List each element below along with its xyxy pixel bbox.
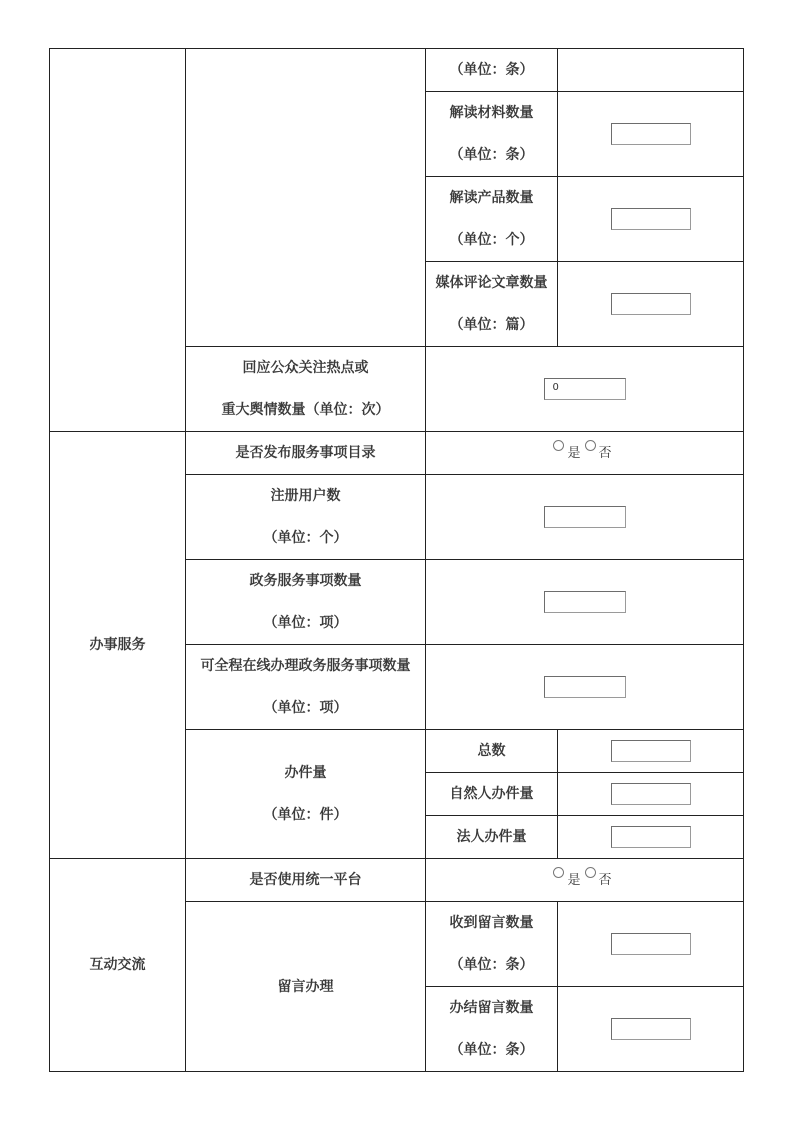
unified-platform-cell bbox=[426, 859, 744, 902]
service-items-label: 政务服务事项数量 （单位：项） bbox=[186, 560, 426, 645]
resolved-messages-label: 办结留言数量 （单位：条） bbox=[426, 987, 558, 1072]
hotspot-response-label: 回应公众关注热点或 重大舆情数量（单位：次） bbox=[186, 347, 426, 432]
online-items-cell bbox=[426, 645, 744, 730]
platform-yes-radio[interactable] bbox=[553, 867, 564, 878]
cases-total-cell bbox=[558, 730, 744, 773]
reading-products-cell bbox=[558, 177, 744, 262]
natural-person-cases-label: 自然人办件量 bbox=[426, 773, 558, 816]
cases-label: 办件量 （单位：件） bbox=[186, 730, 426, 859]
online-items-label: 可全程在线办理政务服务事项数量 （单位：项） bbox=[186, 645, 426, 730]
interact-section-label: 互动交流 bbox=[50, 859, 186, 1072]
received-messages-label: 收到留言数量 （单位：条） bbox=[426, 902, 558, 987]
registered-users-cell bbox=[426, 475, 744, 560]
legal-person-cases-cell bbox=[558, 816, 744, 859]
resolved-messages-cell bbox=[558, 987, 744, 1072]
publish-yes-radio[interactable] bbox=[553, 440, 564, 451]
category-cell-continued bbox=[186, 49, 426, 347]
service-items-cell bbox=[426, 560, 744, 645]
empty-value-cell bbox=[558, 49, 744, 92]
reading-products-input[interactable] bbox=[611, 208, 691, 230]
media-articles-label: 媒体评论文章数量 （单位：篇） bbox=[426, 262, 558, 347]
media-articles-cell bbox=[558, 262, 744, 347]
media-articles-input[interactable] bbox=[611, 293, 691, 315]
radio-no-label: 否 bbox=[598, 446, 612, 461]
legal-person-cases-label: 法人办件量 bbox=[426, 816, 558, 859]
received-messages-cell bbox=[558, 902, 744, 987]
publish-catalog-label: 是否发布服务事项目录 bbox=[186, 432, 426, 475]
cases-total-label: 总数 bbox=[426, 730, 558, 773]
received-messages-input[interactable] bbox=[611, 933, 691, 955]
natural-person-cases-cell bbox=[558, 773, 744, 816]
hotspot-response-cell bbox=[426, 347, 744, 432]
radio-yes-label: 是 bbox=[567, 873, 581, 888]
reading-products-label: 解读产品数量 （单位：个） bbox=[426, 177, 558, 262]
registered-users-input[interactable] bbox=[544, 506, 626, 528]
legal-person-cases-input[interactable] bbox=[611, 826, 691, 848]
unified-platform-label: 是否使用统一平台 bbox=[186, 859, 426, 902]
reading-materials-cell bbox=[558, 92, 744, 177]
publish-no-radio[interactable] bbox=[585, 440, 596, 451]
platform-no-radio[interactable] bbox=[585, 867, 596, 878]
service-section-label: 办事服务 bbox=[50, 432, 186, 859]
reading-materials-input[interactable] bbox=[611, 123, 691, 145]
statistics-table bbox=[49, 48, 744, 1072]
unit-label: （单位：条） bbox=[426, 49, 558, 92]
resolved-messages-input[interactable] bbox=[611, 1018, 691, 1040]
hotspot-response-input[interactable]: 0 bbox=[544, 378, 626, 400]
registered-users-label: 注册用户数 （单位：个） bbox=[186, 475, 426, 560]
online-items-input[interactable] bbox=[544, 676, 626, 698]
radio-yes-label: 是 bbox=[567, 446, 581, 461]
section-cell-continued bbox=[50, 49, 186, 432]
service-items-input[interactable] bbox=[544, 591, 626, 613]
radio-no-label: 否 bbox=[598, 873, 612, 888]
cases-total-input[interactable] bbox=[611, 740, 691, 762]
message-handling-label: 留言办理 bbox=[186, 902, 426, 1072]
natural-person-cases-input[interactable] bbox=[611, 783, 691, 805]
reading-materials-label: 解读材料数量 （单位：条） bbox=[426, 92, 558, 177]
publish-catalog-cell bbox=[426, 432, 744, 475]
